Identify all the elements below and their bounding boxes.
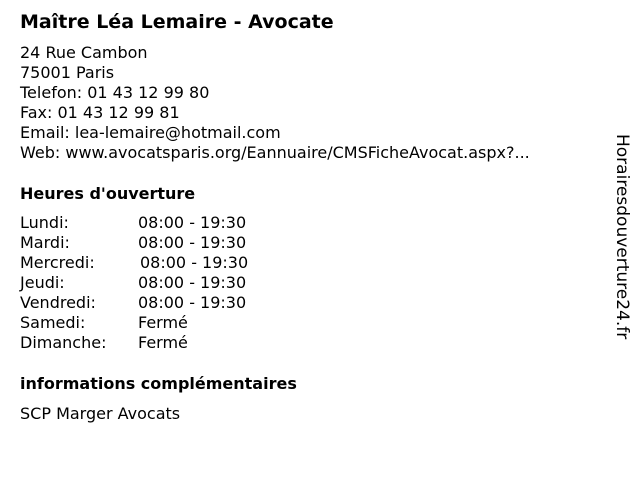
day-label: Samedi: — [20, 313, 86, 332]
website-url: Web: www.avocatsparis.org/Eannuaire/CMSFicheAvocat.aspx?... — [20, 143, 530, 162]
hours-value: 08:00 - 19:30 — [140, 253, 249, 272]
email-address: Email: lea-lemaire@hotmail.com — [20, 123, 281, 142]
day-label: Mercredi: — [20, 253, 95, 272]
hours-value: 08:00 - 19:30 — [138, 213, 247, 232]
contact-block — [20, 43, 530, 163]
street-address: 24 Rue Cambon — [20, 43, 148, 62]
day-label: Lundi: — [20, 213, 69, 232]
hours-value: Fermé — [138, 313, 188, 332]
day-label: Jeudi: — [20, 273, 65, 292]
hours-value: 08:00 - 19:30 — [138, 273, 247, 292]
phone-number: Telefon: 01 43 12 99 80 — [20, 83, 210, 102]
day-label: Mardi: — [20, 233, 70, 252]
hours-value: 08:00 - 19:30 — [138, 233, 247, 252]
fax-number: Fax: 01 43 12 99 81 — [20, 103, 180, 122]
city-postcode: 75001 Paris — [20, 63, 115, 82]
day-label: Dimanche: — [20, 333, 107, 352]
additional-info-heading: informations complémentaires — [20, 374, 297, 393]
day-label: Vendredi: — [20, 293, 96, 312]
additional-info-text: SCP Marger Avocats — [20, 404, 181, 423]
site-watermark: Horairesdouverture24.fr — [612, 134, 632, 340]
opening-hours-heading: Heures d'ouverture — [20, 184, 196, 203]
hours-value: Fermé — [138, 333, 188, 352]
page-title: Maître Léa Lemaire - Avocate — [20, 11, 334, 33]
hours-value: 08:00 - 19:30 — [138, 293, 247, 312]
